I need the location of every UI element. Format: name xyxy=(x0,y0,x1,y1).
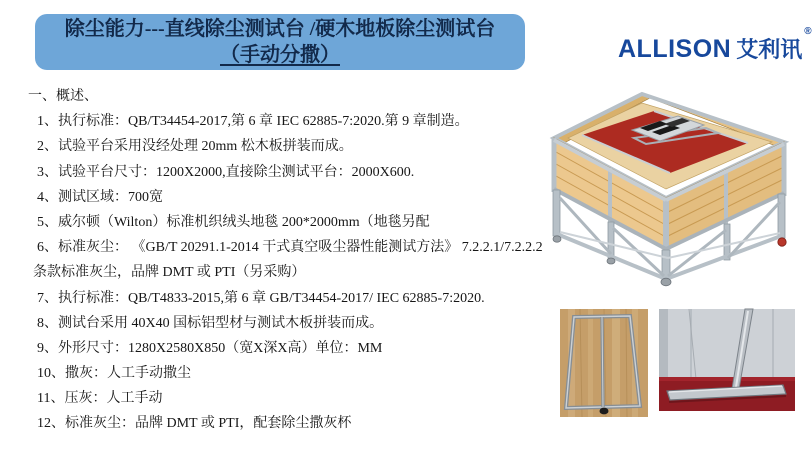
overview-line-2: 2、试验平台采用没经处理 20mm 松木板拼装而成。 xyxy=(37,139,353,155)
overview-line-6-cont: 条款标准灰尘，品牌 DMT 或 PTI（另采购） xyxy=(33,265,306,281)
logo-cjk-name: 艾利讯 xyxy=(736,37,803,62)
overview-line-4: 4、测试区域：700宽 xyxy=(37,189,163,205)
overview-line-8: 8、测试台采用 40X40 国标铝型材与测试木板拼装而成。 xyxy=(37,315,384,331)
allison-wordmark: ALLISON xyxy=(618,35,732,63)
company-logo xyxy=(618,26,812,64)
dust-press-tool-photo xyxy=(659,309,795,411)
overview-heading: 一、概述、 xyxy=(28,89,98,104)
overview-line-11: 11、压灰：人工手动 xyxy=(37,391,163,407)
overview-line-3: 3、试验平台尺寸：1200X2000,直接除尘测试平台：2000X600. xyxy=(37,164,415,180)
page-title-line2: （手动分撒） xyxy=(220,44,340,66)
overview-list xyxy=(28,84,543,437)
registered-trademark-icon: ® xyxy=(804,26,812,37)
platform-photo xyxy=(538,86,794,286)
overview-line-1: 1、执行标准：QB/T34454-2017,第 6 章 IEC 62885-7:2020.第 9 章制造。 xyxy=(37,114,469,130)
overview-line-9: 9、外形尺寸：1280X2580X850（宽X深X高）单位：MM xyxy=(37,340,383,356)
title-box xyxy=(35,14,525,70)
overview-line-12: 12、标准灰尘：品牌 DMT 或 PTI，配套除尘撒灰杯 xyxy=(37,416,352,432)
overview-line-6: 6、标准灰尘： 《GB/T 20291.1-2014 干式真空吸尘器性能测试方法》 7.2.2.1/7.2.2.2 xyxy=(37,240,543,256)
overview-line-7: 7、执行标准：QB/T4833-2015,第 6 章 GB/T34454-2017/ IEC 62885-7:2020. xyxy=(37,290,485,306)
page-title-line1: 除尘能力---直线除尘测试台 /硬木地板除尘测试台 xyxy=(64,18,496,40)
overview-line-10: 10、撒灰：人工手动撒尘 xyxy=(37,366,191,382)
overview-line-5: 5、威尔顿（Wilton）标准机织绒头地毯 200*2000mm（地毯另配 xyxy=(37,214,430,230)
dust-frame-photo xyxy=(560,309,648,417)
